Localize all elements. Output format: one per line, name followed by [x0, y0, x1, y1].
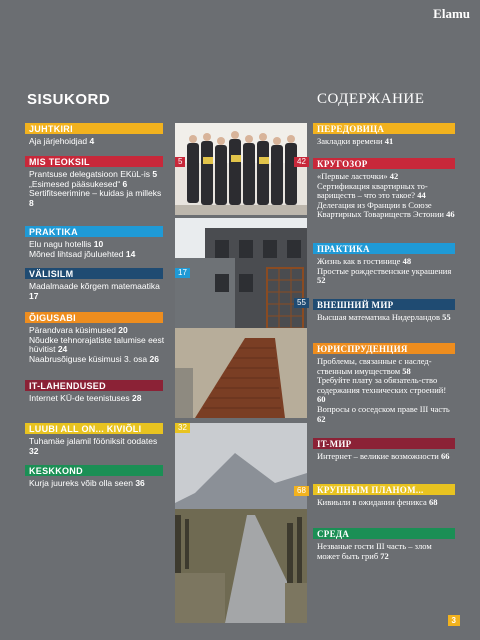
toc-entry-title: «Первые ласточки»: [317, 171, 390, 181]
toc-entry[interactable]: [29, 189, 165, 208]
toc-entry-page: 55: [442, 312, 451, 322]
toc-entry-title: Вопросы о соседском праве III часть: [317, 403, 450, 414]
toc-section: [25, 226, 165, 259]
toc-entry-page: 46: [446, 209, 455, 220]
toc-entry-title: Aja järjehoidjad: [29, 136, 90, 146]
section-header: VÄLISILM: [25, 268, 163, 279]
toc-entry[interactable]: [29, 437, 165, 456]
photo-page-tag: 42: [294, 157, 309, 167]
toc-entry-title: „Esimesed pääsukesed“: [29, 178, 123, 189]
toc-entry-page: 32: [29, 445, 39, 456]
toc-entry-page: 14: [125, 248, 136, 259]
toc-entry-title: Сертификация квартирных то-вариществ – что это такое?: [317, 180, 428, 201]
toc-entry-page: 72: [380, 550, 389, 561]
toc-entry-page: 58: [402, 365, 411, 376]
section-header: КРУПНЫМ ПЛАНОМ...: [313, 484, 455, 495]
section-header: MIS TEOKSIL: [25, 156, 163, 167]
brand-logo: Elamu: [433, 6, 470, 21]
toc-section: [313, 299, 455, 323]
toc-entry[interactable]: [29, 282, 165, 301]
toc-entry-page: 17: [29, 290, 39, 301]
toc-section: [313, 158, 455, 220]
section-header: КРУГОЗОР: [313, 158, 455, 169]
toc-entry-title: Naabrusõiguse küsimusi 3. osa: [29, 353, 150, 364]
photo-building: [175, 218, 307, 418]
toc-entry-title: Elu nagu hotellis: [29, 239, 94, 249]
toc-entry[interactable]: [29, 394, 165, 404]
toc-entry[interactable]: [317, 452, 455, 462]
toc-entry-page: 10: [93, 239, 104, 249]
toc-entry-page: 68: [428, 497, 438, 507]
toc-section: [313, 438, 455, 462]
toc-entry[interactable]: [317, 201, 455, 220]
heading-estonian: SISUKORD: [27, 91, 111, 108]
section-header: LUUBI ALL ON... KIVIÕLI: [25, 423, 163, 434]
toc-section: [25, 423, 165, 456]
toc-entry-page: 62: [317, 413, 326, 424]
toc-entry-title: Делегация из Франции в Союзе Квартирных Товариществ Эстонии: [317, 199, 447, 220]
toc-section: [313, 123, 455, 147]
toc-entry-title: Tuhamäe jalamil fööniksit oodates: [29, 436, 158, 446]
toc-entry-title: Prantsuse delegatsioon EKüL-is: [29, 169, 153, 179]
toc-entry[interactable]: [317, 313, 455, 323]
toc-entry[interactable]: [29, 250, 165, 260]
toc-entry-title: Жизнь как в гостинице: [317, 256, 403, 266]
toc-entry[interactable]: [317, 376, 455, 405]
toc-entry[interactable]: [317, 267, 455, 286]
section-header: ПРАКТИКА: [313, 243, 455, 254]
toc-entry[interactable]: [29, 355, 165, 365]
toc-entry-page: 24: [57, 344, 68, 355]
toc-entry[interactable]: [29, 479, 165, 489]
toc-entry-page: 41: [384, 136, 394, 146]
toc-entry[interactable]: [317, 405, 455, 424]
toc-entry[interactable]: [29, 137, 165, 147]
photo-page-tag: 5: [175, 157, 185, 167]
toc-entry-page: 36: [135, 478, 145, 488]
page-number: 3: [448, 615, 460, 626]
section-header: IT-МИР: [313, 438, 455, 449]
toc-entry-title: Высшая математика Нидерландов: [317, 312, 443, 322]
toc-section: [25, 123, 165, 147]
toc-entry-page: 42: [389, 171, 399, 181]
toc-entry-page: 44: [417, 190, 426, 201]
toc-entry-page: 6: [122, 178, 128, 189]
toc-section: [25, 465, 165, 489]
toc-entry-title: Закладки времени: [317, 136, 385, 146]
photo-page-tag: 17: [175, 268, 190, 278]
toc-entry-title: Проблемы, связанные с наслед-ственным имуществом: [317, 356, 432, 376]
photo-page-tag: 55: [294, 298, 309, 308]
section-header: IT-LAHENDUSED: [25, 380, 163, 391]
toc-entry-page: 20: [118, 325, 128, 335]
section-header: JUHTKIRI: [25, 123, 163, 134]
toc-entry-page: 8: [29, 197, 34, 208]
toc-section: [313, 343, 455, 424]
toc-entry-page: 52: [317, 275, 326, 286]
toc-entry[interactable]: [317, 498, 455, 508]
toc-entry-page: 28: [132, 393, 142, 403]
toc-entry-title: Internet KÜ-de teenistuses: [29, 393, 133, 403]
section-header: СРЕДА: [313, 528, 455, 539]
toc-entry[interactable]: [317, 542, 455, 561]
toc-section: [313, 528, 455, 561]
toc-section: [25, 380, 165, 404]
section-header: ÕIGUSABI: [25, 312, 163, 323]
toc-section: [313, 243, 455, 286]
toc-entry-title: Kurja juureks võib olla seen: [29, 478, 136, 488]
toc-entry-title: Кивиыли в ожидании феникса: [317, 497, 429, 507]
section-header: ВНЕШНИЙ МИР: [313, 299, 455, 310]
toc-entry-title: Pärandvara küsimused: [29, 325, 119, 335]
toc-section: [313, 484, 455, 508]
toc-section: [25, 312, 165, 364]
section-header: KESKKOND: [25, 465, 163, 476]
toc-entry-page: 26: [149, 353, 159, 364]
toc-section: [25, 156, 165, 208]
toc-entry-title: Madalmaade kõrgem matemaatika: [29, 281, 160, 291]
toc-entry-page: 5: [152, 169, 158, 179]
toc-entry[interactable]: [29, 336, 165, 355]
section-header: ПЕРЕДОВИЦА: [313, 123, 455, 134]
toc-entry-page: 4: [89, 136, 95, 146]
toc-section: [25, 268, 165, 301]
toc-entry[interactable]: [317, 182, 455, 201]
photo-page-tag: 32: [175, 423, 190, 433]
toc-entry-page: 66: [440, 451, 450, 461]
toc-entry-title: Mõned lihtsad jõuluehted: [29, 248, 126, 259]
toc-entry-title: Sertifitseerimine – kuidas ja milleks: [29, 188, 162, 199]
toc-entry-page: 48: [402, 256, 412, 266]
toc-entry-title: Nõudke tehnorajatiste talumise eest hüvitist: [29, 334, 165, 355]
photo-page-tag: 68: [294, 486, 309, 496]
toc-entry[interactable]: [317, 137, 455, 147]
toc-entry[interactable]: [317, 357, 455, 376]
section-header: ЮРИСПРУДЕНЦИЯ: [313, 343, 455, 354]
toc-entry-page: 60: [317, 394, 326, 405]
toc-entry-title: Требуйте плату за обязатель-ство содержания технических строений!: [317, 375, 447, 395]
section-header: PRAKTIKA: [25, 226, 163, 237]
heading-russian: СОДЕРЖАНИЕ: [317, 91, 425, 107]
photo-delegation: [175, 123, 307, 215]
photo-road-landscape: [175, 423, 307, 623]
toc-entry-title: Незваные гости III часть – злом может быть гриб: [317, 541, 432, 561]
toc-entry-title: Интернет – великие возможности: [317, 451, 441, 461]
toc-entry-title: Простые рождественские украшения: [317, 265, 452, 276]
